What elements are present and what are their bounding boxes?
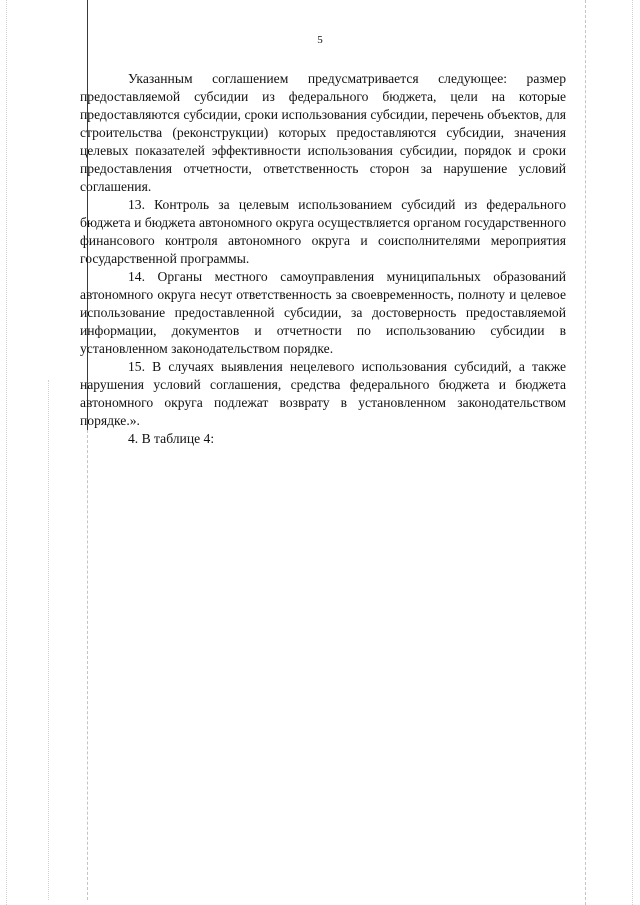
paragraph-15-refund: 15. В случаях выявления нецелевого использования субсидий, а также нарушения условий соглашения, средства федерального бюджета и бюджета автономного округа подлежат возврату в установленном законодательством порядке.». [80,359,566,428]
paragraph-14-responsibility: 14. Органы местного самоуправления муниципальных образований автономного округа несут ответственность за своевременность, полноту и целевое использование предоставленной субсидии, за достоверность предоставляемой информации, документов и отчетности по использованию субсидии в установленном законодательством порядке. [80,269,566,356]
scan-edge-line [632,0,633,905]
paragraph-table-4: 4. В таблице 4: [128,431,215,446]
scan-right-line [585,0,586,905]
scan-edge-line [6,0,7,905]
paragraph-agreement-terms: Указанным соглашением предусматривается следующее: размер предоставляемой субсидии из федерального бюджета, цели на которые предоставляются субсидии, сроки использования субсидии, перечень объектов, для строительства (реконструкции) которых предоставляются субсидии, значения целевых показателей эффективности использования субсидии, порядок и сроки предоставления отчетности, ответственность сторон за нарушение условий соглашения. [80,71,566,194]
document-body [80,70,566,448]
paragraph-13-control: 13. Контроль за целевым использованием субсидий из федерального бюджета и бюджета автономного округа осуществляется органом государственного финансового контроля автономного округа и соисполнителями мероприятия государственной программы. [80,197,566,266]
scan-edge-line [48,380,49,900]
scan-margin-line [87,430,88,900]
page-number: 5 [317,34,323,46]
